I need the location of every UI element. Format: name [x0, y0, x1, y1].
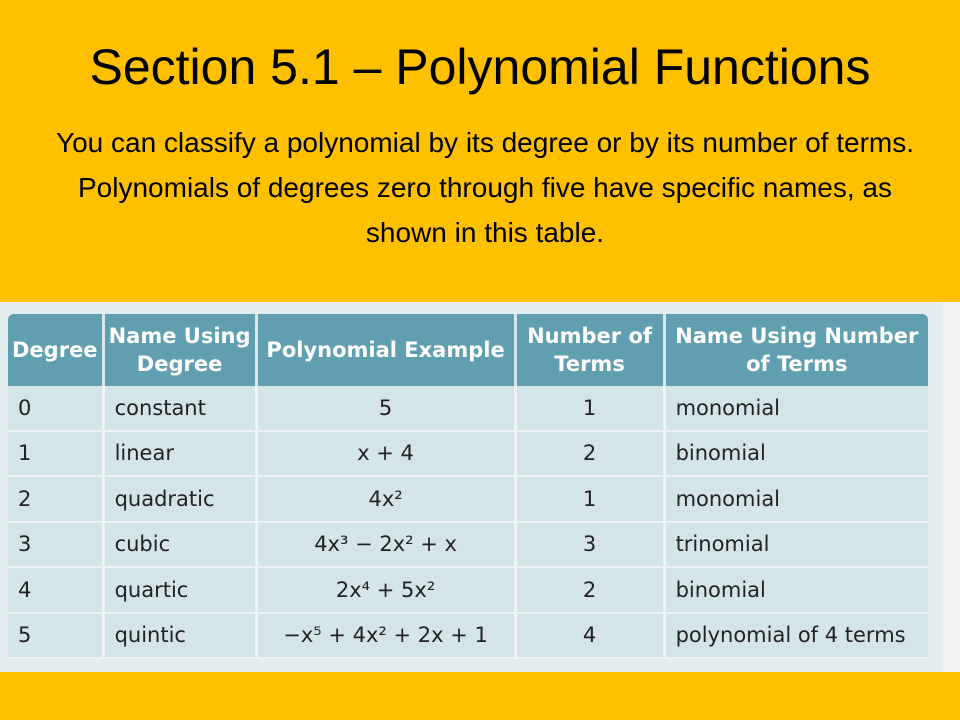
panel-edge	[942, 302, 960, 672]
table-row	[8, 614, 928, 660]
header-degree: Degree	[8, 314, 105, 386]
cell-degree: 1	[8, 432, 105, 478]
cell-degree-name: quartic	[105, 568, 258, 614]
polynomial-classification-table	[8, 314, 928, 659]
cell-term-count: 2	[517, 432, 666, 478]
table-row	[8, 523, 928, 569]
cell-degree: 4	[8, 568, 105, 614]
cell-degree: 0	[8, 386, 105, 432]
header-number-of-terms: Number of Terms	[517, 314, 666, 386]
cell-term-count: 3	[517, 523, 666, 569]
cell-degree: 3	[8, 523, 105, 569]
cell-terms-name: trinomial	[666, 523, 928, 569]
table-panel	[0, 302, 960, 672]
cell-degree-name: quintic	[105, 614, 258, 660]
cell-term-count: 4	[517, 614, 666, 660]
bottom-band	[0, 672, 960, 720]
header-polynomial-example: Polynomial Example	[258, 314, 517, 386]
table-row	[8, 477, 928, 523]
cell-degree-name: cubic	[105, 523, 258, 569]
table-row	[8, 432, 928, 478]
cell-example: 5	[258, 386, 517, 432]
table-row	[8, 386, 928, 432]
cell-example: −x⁵ + 4x² + 2x + 1	[258, 614, 517, 660]
table-row	[8, 568, 928, 614]
cell-terms-name: binomial	[666, 432, 928, 478]
cell-term-count: 1	[517, 477, 666, 523]
cell-degree: 2	[8, 477, 105, 523]
cell-example: 4x²	[258, 477, 517, 523]
cell-term-count: 2	[517, 568, 666, 614]
intro-paragraph: You can classify a polynomial by its degree or by its number of terms. Polynomials of degrees zero through five have specific names, as shown in this table.	[55, 127, 915, 248]
cell-degree-name: linear	[105, 432, 258, 478]
cell-terms-name: monomial	[666, 477, 928, 523]
header-name-using-degree: Name Using Degree	[105, 314, 258, 386]
cell-degree: 5	[8, 614, 105, 660]
cell-example: x + 4	[258, 432, 517, 478]
cell-degree-name: quadratic	[105, 477, 258, 523]
cell-terms-name: polynomial of 4 terms	[666, 614, 928, 660]
cell-terms-name: monomial	[666, 386, 928, 432]
cell-example: 2x⁴ + 5x²	[258, 568, 517, 614]
cell-example: 4x³ − 2x² + x	[258, 523, 517, 569]
header-name-using-number-of-terms: Name Using Number of Terms	[666, 314, 928, 386]
cell-terms-name: binomial	[666, 568, 928, 614]
cell-degree-name: constant	[105, 386, 258, 432]
table-header-row	[8, 314, 928, 386]
slide-title: Section 5.1 – Polynomial Functions	[89, 39, 871, 95]
cell-term-count: 1	[517, 386, 666, 432]
